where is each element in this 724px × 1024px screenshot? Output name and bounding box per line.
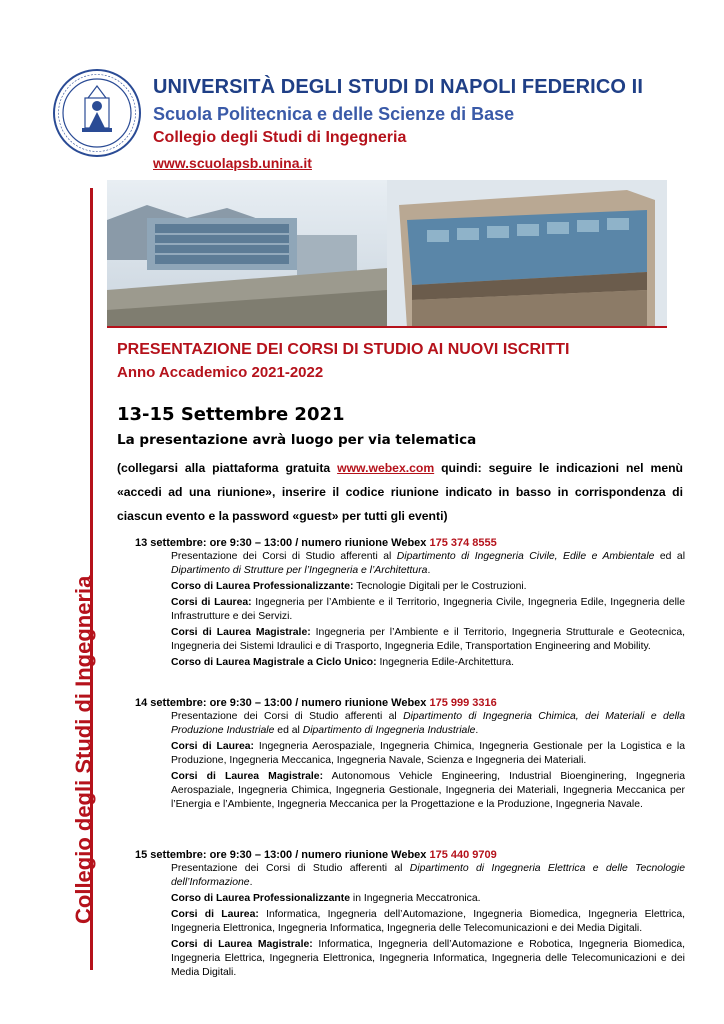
event-intro: Presentazione dei Corsi di Studio afferenti al Dipartimento di Ingegneria Elettrica e delle Tecnologie dell’Informazione. (171, 863, 685, 888)
event-intro: Presentazione dei Corsi di Studio afferenti al Dipartimento di Ingegneria Civile, Edile e Ambientale ed al Dipartimento di Strutture per l’Ingegneria e l’Architettura. (171, 551, 686, 576)
course-entry: Corso di Laurea Professionalizzante: Tecnologie Digitali per le Costruzioni. (171, 581, 527, 592)
course-entry: Corsi di Laurea Magistrale: Ingegneria per l’Ambiente e il Territorio, Ingegneria Strutturale e Geotecnica, Ingegneria dei Sistemi Idraulici e di Trasporto, Ingegneria Edile, Transportation Engineering and Mobility. (171, 627, 685, 652)
course-entry: Corsi di Laurea Magistrale: Informatica, Ingegneria dell’Automazione e Robotica, Ingegneria Biomedica, Ingegneria Elettrica, Ingegneria Elettronica, Ingegneria Informatica, Ingegneria delle Telecomunicazioni e dei Media Digitali. (171, 939, 685, 978)
side-label: Collegio degli Studi di Ingegneria (71, 575, 96, 924)
course-entry: Corso di Laurea Magistrale a Ciclo Unico: Ingegneria Edile-Architettura. (171, 657, 515, 668)
academic-year: Anno Accademico 2021-2022 (117, 364, 324, 381)
college-name: Collegio degli Studi di Ingegneria (153, 129, 407, 146)
access-instructions: (collegarsi alla piattaforma gratuita www.webex.com quindi: seguire le indicazioni nel menù «accedi ad una riunione», inserire il codice riunione indicato in basso in corrispondenza di ciascun evento e la password «guest» per tutti gli eventi) (117, 461, 683, 523)
event-heading: 15 settembre: ore 9:30 – 13:00 / numero riunione Webex 175 440 9709 (135, 849, 497, 861)
telematic-note: La presentazione avrà luogo per via telematica (117, 432, 477, 448)
campus-photos (107, 180, 667, 328)
document-title: PRESENTAZIONE DEI CORSI DI STUDIO AI NUOVI ISCRITTI (117, 341, 570, 358)
event-dates: 13-15 Settembre 2021 (117, 404, 345, 425)
meeting-number: 175 999 3316 (429, 697, 497, 709)
university-name: UNIVERSITÀ DEGLI STUDI DI NAPOLI FEDERICO II (153, 76, 643, 98)
course-entry: Corsi di Laurea Magistrale: Autonomous Vehicle Engineering, Industrial Bioenginering, Ingegneria Aerospaziale, Ingegneria Chimica, Ingegneria Gestionale, Ingegneria dei Materiali, Ingegneria Meccanica per l’Energia e l’Ambiente, Ingegneria Meccanica per la Progettazione e la Produzione, Ingegneria Navale. (171, 771, 685, 810)
website-link[interactable]: www.scuolapsb.unina.it (153, 155, 312, 171)
course-entry: Corsi di Laurea: Ingegneria Aerospaziale, Ingegneria Chimica, Ingegneria Gestionale per la Logistica e la Produzione, Ingegneria Meccanica, Ingegneria Navale, Scienza e Ingegneria dei Materiali. (171, 741, 685, 766)
webex-link[interactable]: www.webex.com (337, 461, 435, 475)
event-block (135, 696, 685, 814)
meeting-number: 175 440 9709 (429, 849, 497, 861)
course-entry: Corsi di Laurea: Ingegneria per l’Ambiente e il Territorio, Ingegneria Civile, Ingegneria Edile, Ingegneria delle Infrastrutture e dei Servizi. (171, 597, 685, 622)
event-heading: 13 settembre: ore 9:30 – 13:00 / numero riunione Webex 175 374 8555 (135, 537, 497, 549)
event-block (135, 536, 685, 672)
event-heading: 14 settembre: ore 9:30 – 13:00 / numero riunione Webex 175 999 3316 (135, 697, 497, 709)
university-seal-logo (52, 68, 142, 158)
meeting-number: 175 374 8555 (429, 537, 497, 549)
course-entry: Corsi di Laurea: Informatica, Ingegneria dell’Automazione, Ingegneria Biomedica, Ingegneria Elettrica, Ingegneria Elettronica, Ingegneria Informatica, Ingegneria delle Telecomunicazioni e dei Media Digitali. (171, 909, 685, 934)
course-entry: Corso di Laurea Professionalizzante in Ingegneria Meccatronica. (171, 893, 481, 904)
event-block (135, 848, 685, 982)
school-name: Scuola Politecnica e delle Scienze di Base (153, 104, 515, 124)
event-intro: Presentazione dei Corsi di Studio afferenti al Dipartimento di Ingegneria Chimica, dei Materiali e della Produzione Industriale ed al Dipartimento di Ingegneria Industriale. (171, 711, 685, 736)
